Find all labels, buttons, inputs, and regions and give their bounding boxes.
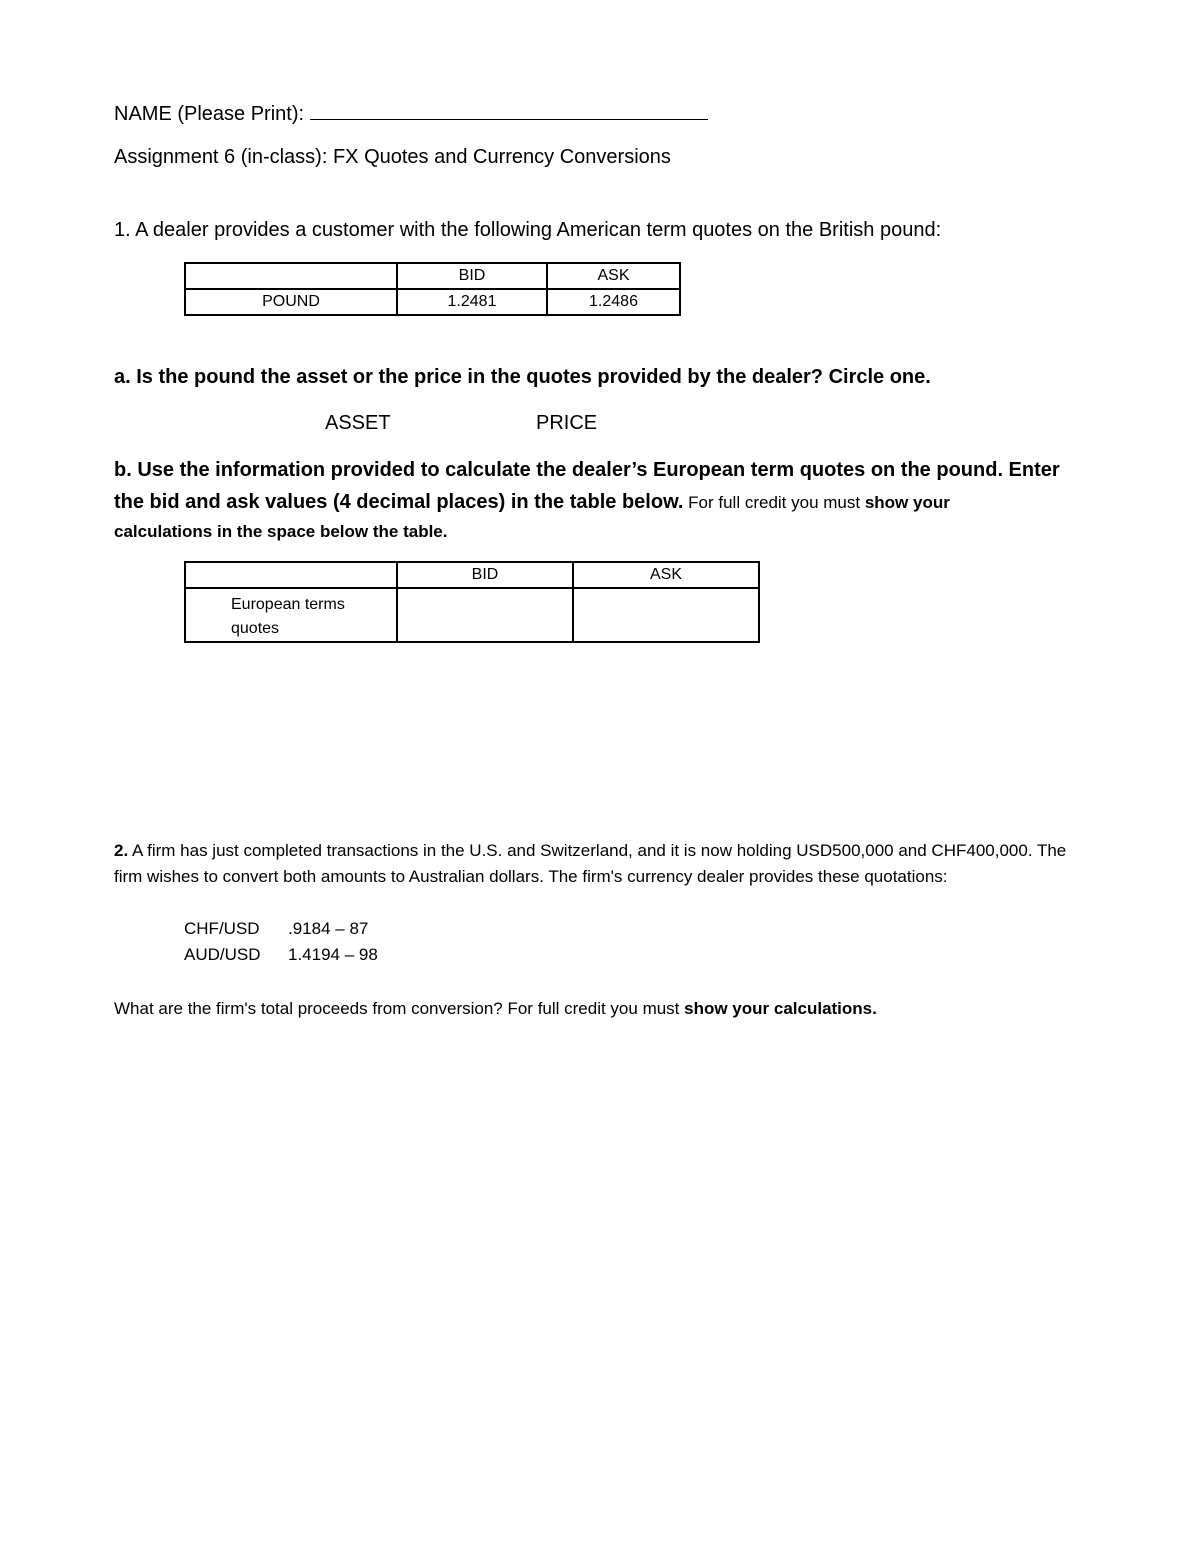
- question-2-prompt: [114, 838, 1074, 890]
- table-header-row: [185, 562, 759, 588]
- american-quotes-table: [184, 262, 681, 316]
- european-quotes-table: [184, 561, 760, 643]
- table-cell: 1.2486: [547, 289, 680, 315]
- question-2-final-prompt: [114, 996, 877, 1022]
- table-header-cell: ASK: [573, 562, 759, 588]
- quote-row-aud-usd: [184, 942, 378, 968]
- part-b-bold-text: the bid and ask values (4 decimal places) in the table below.: [114, 491, 684, 513]
- quote-pair: AUD/USD: [184, 945, 261, 964]
- quote-row-chf-usd: [184, 916, 368, 942]
- table-cell: 1.2481: [397, 289, 547, 315]
- part-b-prompt-line-2: [114, 489, 950, 516]
- question-2-text: A firm has just completed transactions in the U.S. and Switzerland, and it is now holding USD500,000 and CHF400,000. The firm wishes to convert both amounts to Australian dollars. The firm's currency dealer provides these quotations:: [114, 841, 1067, 886]
- table-header-cell: BID: [397, 562, 573, 588]
- question-1-number: 1.: [114, 219, 131, 241]
- choice-asset[interactable]: ASSET: [325, 412, 391, 434]
- quote-value: 1.4194 – 98: [288, 945, 378, 964]
- question-2-number: 2.: [114, 841, 129, 860]
- part-b-normal-text: For full credit you must: [683, 493, 865, 512]
- name-label: NAME (Please Print):: [114, 103, 305, 125]
- ask-answer-cell[interactable]: [573, 588, 759, 642]
- table-header-cell: [185, 263, 397, 289]
- table-row: [185, 289, 680, 315]
- table-header-cell: ASK: [547, 263, 680, 289]
- table-cell: POUND: [185, 289, 397, 315]
- table-header-cell: BID: [397, 263, 547, 289]
- name-blank-line[interactable]: [310, 101, 708, 120]
- question-1-prompt: [114, 217, 941, 243]
- bid-answer-cell[interactable]: [397, 588, 573, 642]
- table-header-row: [185, 263, 680, 289]
- part-b-bold-end-text: show your: [864, 493, 950, 512]
- quote-pair: CHF/USD: [184, 919, 260, 938]
- final-prompt-bold: show your calculations.: [684, 999, 877, 1018]
- name-field-row: [114, 101, 708, 127]
- table-cell: European terms quotes: [185, 588, 397, 642]
- choice-price[interactable]: PRICE: [536, 412, 598, 434]
- table-header-cell: [185, 562, 397, 588]
- question-1-text: A dealer provides a customer with the following American term quotes on the British pound:: [135, 219, 942, 241]
- quote-value: .9184 – 87: [288, 919, 369, 938]
- final-prompt-text: What are the firm's total proceeds from conversion? For full credit you must: [114, 999, 685, 1018]
- assignment-title: Assignment 6 (in-class): FX Quotes and Currency Conversions: [114, 146, 671, 168]
- part-b-prompt-line-3: calculations in the space below the table.: [114, 522, 448, 541]
- table-row: [185, 588, 759, 642]
- part-b-prompt-line-1: b. Use the information provided to calculate the dealer’s European term quotes on the pound. Enter: [114, 459, 1060, 481]
- part-a-prompt: a. Is the pound the asset or the price in the quotes provided by the dealer? Circle one.: [114, 366, 931, 388]
